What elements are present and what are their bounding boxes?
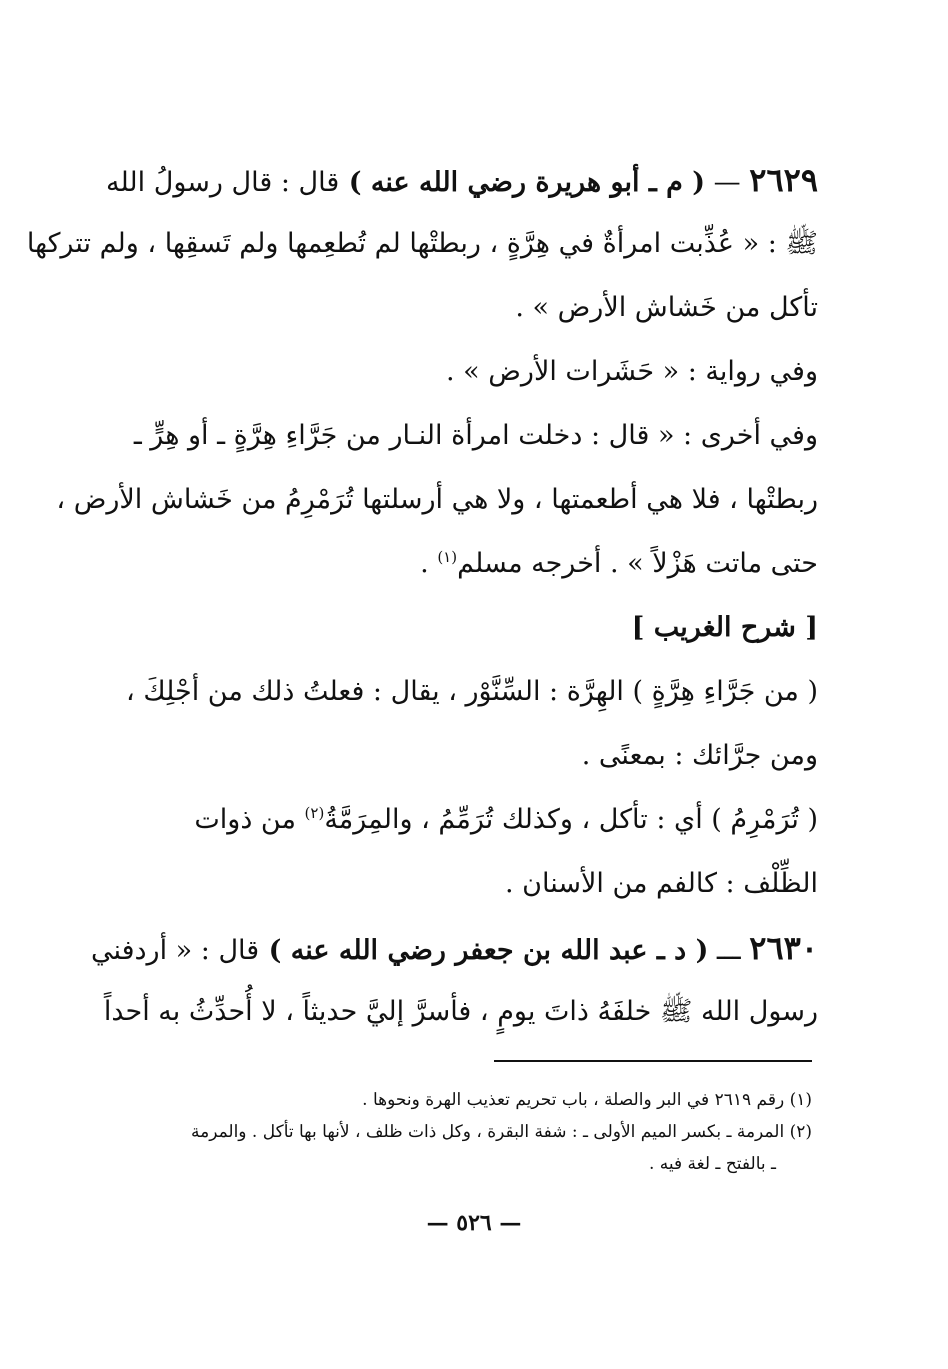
footnote-1: (١) رقم ٢٦١٩ في البر والصلة ، باب تحريم تعذيب الهرة ونحوها . [362,1090,812,1110]
main-text [26,148,818,1044]
hadith-dash: — [705,167,750,198]
hadith-2629-line-4: وفي رواية : « حَشَرات الأرض » . [446,356,818,387]
hadith-2629-line-7 [128,532,818,596]
section-title: [ شرح الغريب ] [631,612,818,643]
hadith-text: حتى ماتت هَزْلاً » . أخرجه مسلم [457,548,818,579]
gharib-line-1: ( من جَرَّاءِ هِرَّةٍ ) الهِرَّة : السِّنَّوْر ، يقال : فعلتُ ذلك من أجْلِكَ ، [126,676,818,707]
hadith-text: قال : قال رسولُ الله [106,167,340,198]
hadith-number: ٢٦٣٠ [749,929,818,967]
gharib-line-4: الظِّلْف : كالفم من الأسنان . [504,868,818,899]
footnotes [128,1084,812,1180]
hadith-2629-line-3: تأكل من خَشاش الأرض » . [515,292,818,323]
hadith-dash: ـــ [708,935,750,966]
hadith-2630-line-2: رسول الله ﷺ خلفَهُ ذاتَ يومٍ ، فأسرَّ إليَّ حديثاً ، لا أُحدِّثُ به أحداً [103,996,818,1027]
page-number: — ٥٢٦ — [426,1210,522,1236]
gharib-text: من ذوات [194,804,305,835]
footnote-2: (٢) المرمة ـ بكسر الميم الأولى ـ : شفة البقرة ، وكل ذات ظلف ، لأنها بها تأكل . والمرمة [190,1122,812,1142]
hadith-number: ٢٦٢٩ [749,161,818,199]
footnote-2-continuation: ـ بالفتح ـ لغة فيه . [648,1154,776,1174]
gharib-text: ( تُرَمْرِمُ ) أي : تأكل ، وكذلك تُرَمِّمُ ، والمِرَمَّةُ [324,804,818,835]
footnote-marker: (١) [437,548,458,566]
hadith-2630-line-1 [90,916,818,980]
footnote-divider [494,1060,812,1062]
footnote-marker: (٢) [304,804,325,822]
hadith-2629-line-6: ربطتْها ، فلا هي أطعمتها ، ولا هي أرسلتها تُرَمْرِمُ من خَشاش الأرض ، [56,484,818,515]
hadith-2629-line-2: ﷺ : « عُذِّبت امرأةٌ في هِرَّةٍ ، ربطتْها لم تُطعِمها ولم تَسقِها ، ولم تتركها [26,228,818,259]
hadith-text: . [420,548,438,579]
hadith-2629-line-5: وفي أخرى : « قال : دخلت امرأة النـار من جَرَّاءِ هِرَّةٍ ـ أو هِرٍّ ـ [133,420,818,451]
hadith-source: ( م ـ أبو هريرة رضي الله عنه ) [339,167,706,198]
gharib-line-3 [128,788,818,852]
gharib-line-2: ومن جرَّائك : بمعنًى . [581,740,818,771]
hadith-source: ( د ـ عبد الله بن جعفر رضي الله عنه ) [259,935,709,966]
hadith-text: قال : « أردفني [90,935,260,966]
hadith-2629-line-1 [106,148,818,212]
